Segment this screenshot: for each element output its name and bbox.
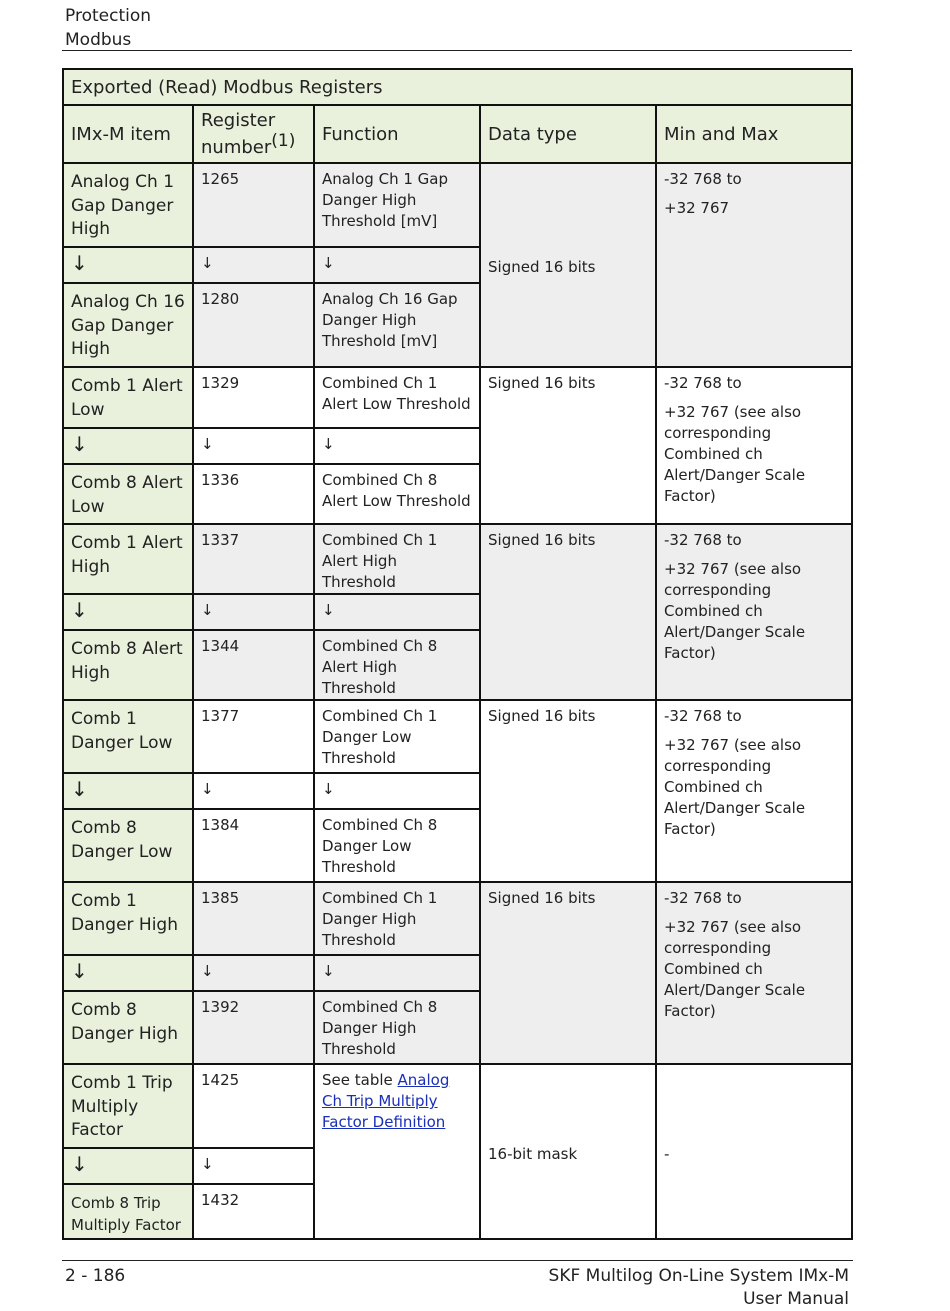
- data-type-cell: Signed 16 bits: [480, 700, 656, 882]
- arrow-icon: ↓: [63, 955, 193, 991]
- item-cell: Comb 1 Trip Multiply Factor: [63, 1064, 193, 1148]
- min-max-cell: [656, 882, 852, 1064]
- page-header: [65, 4, 151, 52]
- item-cell: Comb 8 Danger Low: [63, 809, 193, 882]
- function-cell: Analog Ch 16 Gap Danger High Threshold [mV]: [314, 283, 480, 367]
- header-divider: [62, 50, 852, 51]
- col-header-data-type: Data type: [480, 105, 656, 163]
- register-cell: 1377: [193, 700, 314, 773]
- min-max-cell: [656, 700, 852, 882]
- min-max-cell: [656, 163, 852, 367]
- register-cell: 1392: [193, 991, 314, 1064]
- function-cell: Combined Ch 1 Alert High Threshold: [314, 524, 480, 594]
- arrow-icon: ↓: [193, 247, 314, 283]
- item-cell: Analog Ch 16 Gap Danger High: [63, 283, 193, 367]
- document-title: [549, 1265, 849, 1311]
- footnote-ref: (1): [271, 131, 296, 151]
- data-type-cell: Signed 16 bits: [480, 367, 656, 524]
- item-cell: Comb 8 Alert High: [63, 630, 193, 700]
- max-value: +32 767 (see also corresponding Combined ch Alert/Danger Scale Factor): [664, 918, 806, 1020]
- arrow-icon: ↓: [314, 955, 480, 991]
- register-cell: 1344: [193, 630, 314, 700]
- footer-divider: [62, 1260, 853, 1261]
- modbus-register-table: [62, 68, 853, 1240]
- min-max-cell: [656, 524, 852, 700]
- arrow-icon: ↓: [314, 428, 480, 464]
- function-cell: Combined Ch 1 Danger High Threshold: [314, 882, 480, 955]
- min-max-cell: -: [656, 1064, 852, 1239]
- item-cell: Comb 1 Alert Low: [63, 367, 193, 428]
- max-value: +32 767 (see also corresponding Combined ch Alert/Danger Scale Factor): [664, 403, 806, 505]
- register-cell: 1280: [193, 283, 314, 367]
- function-cell: Combined Ch 1 Alert Low Threshold: [314, 367, 480, 428]
- register-cell: 1265: [193, 163, 314, 247]
- function-cell: [314, 1064, 480, 1239]
- min-value: -32 768 to: [664, 531, 742, 549]
- arrow-icon: ↓: [314, 594, 480, 630]
- min-value: -32 768 to: [664, 889, 742, 907]
- item-cell: Comb 1 Danger Low: [63, 700, 193, 773]
- data-type-cell: Signed 16 bits: [480, 524, 656, 700]
- max-value: +32 767 (see also corresponding Combined ch Alert/Danger Scale Factor): [664, 736, 806, 838]
- header-subsection: Modbus: [65, 30, 132, 50]
- function-cell: Analog Ch 1 Gap Danger High Threshold [mV]: [314, 163, 480, 247]
- document-title-line2: User Manual: [743, 1289, 849, 1309]
- arrow-icon: ↓: [314, 247, 480, 283]
- register-cell: 1384: [193, 809, 314, 882]
- arrow-icon: ↓: [63, 247, 193, 283]
- arrow-icon: ↓: [63, 594, 193, 630]
- trip-factor-definition-link[interactable]: Analog Ch Trip Multiply Factor Definition: [322, 1071, 450, 1131]
- register-cell: 1336: [193, 464, 314, 524]
- function-cell: Combined Ch 8 Danger High Threshold: [314, 991, 480, 1064]
- col-header-item: IMx-M item: [63, 105, 193, 163]
- data-type-cell: 16-bit mask: [480, 1064, 656, 1239]
- data-type-cell: Signed 16 bits: [480, 882, 656, 1064]
- max-value: +32 767: [664, 199, 730, 217]
- arrow-icon: ↓: [193, 594, 314, 630]
- item-cell: Comb 8 Trip Multiply Factor: [63, 1184, 193, 1239]
- function-prefix: See table: [322, 1071, 398, 1089]
- item-cell: Comb 1 Alert High: [63, 524, 193, 594]
- max-value: +32 767 (see also corresponding Combined ch Alert/Danger Scale Factor): [664, 560, 806, 662]
- register-cell: 1425: [193, 1064, 314, 1148]
- document-title-line1: SKF Multilog On-Line System IMx-M: [548, 1266, 849, 1286]
- col-header-register: Register number$^{(1)}$: [193, 105, 314, 163]
- register-cell: 1432: [193, 1184, 314, 1239]
- arrow-icon: ↓: [193, 955, 314, 991]
- table-caption: Exported (Read) Modbus Registers: [63, 69, 852, 105]
- arrow-icon: ↓: [63, 428, 193, 464]
- min-max-cell: [656, 367, 852, 524]
- col-header-function: Function: [314, 105, 480, 163]
- col-header-min-max: Min and Max: [656, 105, 852, 163]
- function-cell: Combined Ch 8 Alert Low Threshold: [314, 464, 480, 524]
- header-section: Protection: [65, 6, 152, 26]
- page-number: 2 - 186: [65, 1266, 126, 1286]
- min-value: -32 768 to: [664, 707, 742, 725]
- arrow-icon: ↓: [63, 1148, 193, 1184]
- function-cell: Combined Ch 8 Alert High Threshold: [314, 630, 480, 700]
- item-cell: Comb 1 Danger High: [63, 882, 193, 955]
- min-value: -32 768 to: [664, 170, 742, 188]
- item-cell: Analog Ch 1 Gap Danger High: [63, 163, 193, 247]
- function-cell: Combined Ch 1 Danger Low Threshold: [314, 700, 480, 773]
- arrow-icon: ↓: [193, 1148, 314, 1184]
- arrow-icon: ↓: [314, 773, 480, 809]
- min-value: -32 768 to: [664, 374, 742, 392]
- function-cell: Combined Ch 8 Danger Low Threshold: [314, 809, 480, 882]
- register-cell: 1337: [193, 524, 314, 594]
- register-cell: 1329: [193, 367, 314, 428]
- item-cell: Comb 8 Alert Low: [63, 464, 193, 524]
- arrow-icon: ↓: [193, 428, 314, 464]
- register-cell: 1385: [193, 882, 314, 955]
- data-type-cell: Signed 16 bits: [480, 163, 656, 367]
- arrow-icon: ↓: [63, 773, 193, 809]
- arrow-icon: ↓: [193, 773, 314, 809]
- item-cell: Comb 8 Danger High: [63, 991, 193, 1064]
